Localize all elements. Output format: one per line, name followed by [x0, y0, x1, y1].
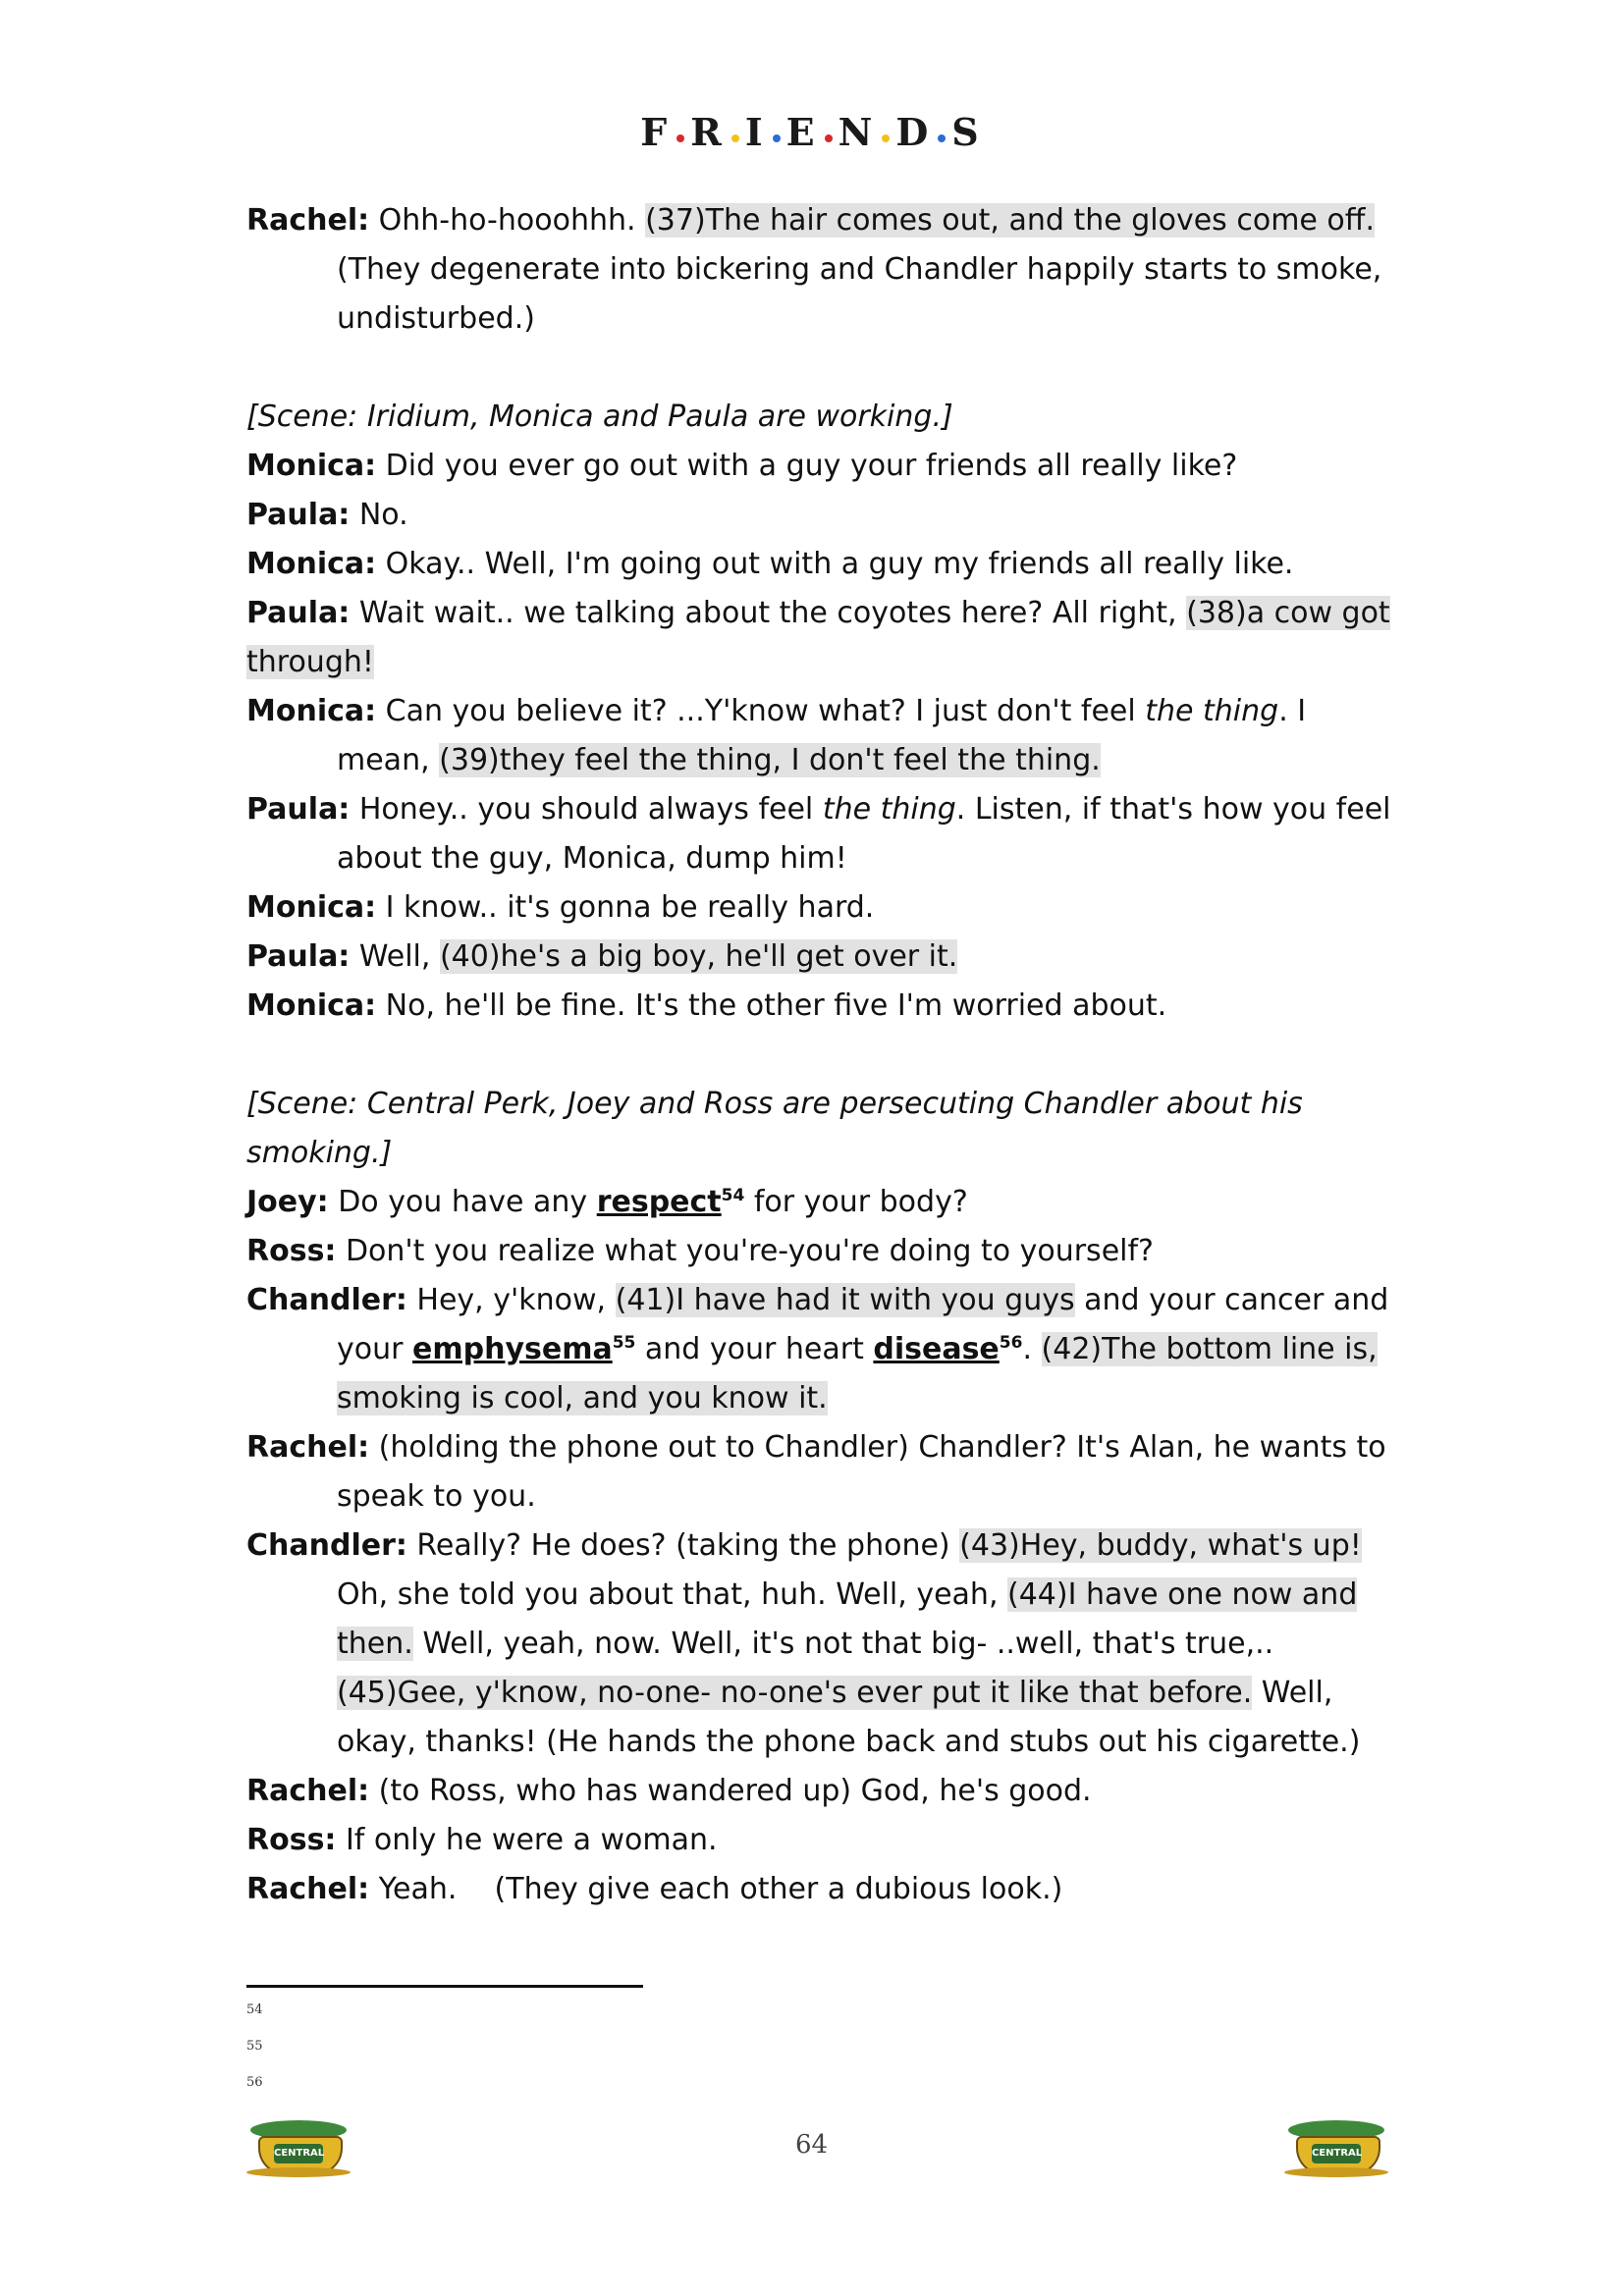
vocabulary-word[interactable]: emphysema [412, 1332, 613, 1366]
speaker-name: Monica: [246, 988, 377, 1023]
dialogue-text: (to Ross, who has wandered up) God, he's good. [369, 1774, 1092, 1808]
logo-letter: N [838, 110, 877, 154]
dialogue-text: If only he were a woman. [336, 1823, 718, 1857]
dialogue-text: and your cancer and your [337, 1283, 1389, 1366]
logo-label: CENTRAL [274, 2144, 323, 2163]
logo-letter: S [951, 110, 983, 154]
dialogue-line [246, 1423, 1395, 1522]
dialogue-line [246, 933, 1395, 982]
dialogue-text: . Listen, if that's how you feel about the guy, Monica, dump him! [337, 792, 1391, 876]
highlighted-phrase: (42)The bottom line is, smoking is cool, and you know it. [337, 1332, 1378, 1415]
dialogue-line [246, 196, 1395, 344]
dialogue-line [246, 1522, 1395, 1767]
speaker-name: Rachel: [246, 1774, 370, 1808]
dialogue-line [246, 1276, 1395, 1423]
dialogue-text: Wait wait.. we talking about the coyotes here? All right, [350, 596, 1187, 630]
dialogue-text: Really? He does? (taking the phone) [406, 1528, 960, 1563]
dialogue-line [246, 491, 1395, 540]
speaker-name: Joey: [246, 1185, 329, 1219]
dialogue-text: Well, yeah, now. Well, it's not that big- ..well, that's true,.. [412, 1627, 1274, 1661]
dialogue-text: No. [350, 498, 408, 532]
dialogue-line [246, 687, 1395, 785]
speaker-name: Rachel: [246, 1430, 370, 1465]
dialogue-text: Oh, she told you about that, huh. Well, yeah, [337, 1577, 1008, 1612]
dialogue-text: Don't you realize what you're-you're doing to yourself? [336, 1234, 1154, 1268]
logo-label: CENTRAL [1312, 2144, 1361, 2163]
highlighted-phrase: (41)I have had it with you guys [615, 1283, 1075, 1317]
dialogue-text: and your heart [635, 1332, 874, 1366]
speaker-name: Monica: [246, 694, 377, 728]
logo-letter: I [744, 110, 767, 154]
dialogue-line [246, 883, 1395, 933]
speaker-name: Rachel: [246, 1872, 370, 1906]
logo-dot [825, 134, 833, 142]
dialogue-line [246, 785, 1395, 883]
speaker-name: Monica: [246, 890, 377, 925]
logo-letter: F [640, 110, 672, 154]
central-perk-cup-icon [1284, 2118, 1388, 2179]
page-number: 64 [794, 2130, 829, 2160]
dialogue-text: Yeah. (They give each other a dubious look.) [369, 1872, 1063, 1906]
footnote-number: 55 [246, 2039, 263, 2054]
scene-heading: [Scene: Central Perk, Joey and Ross are persecuting Chandler about his smoking.] [246, 1087, 1303, 1170]
dialogue-text: Well, okay, thanks! (He hands the phone back and stubs out his cigarette.) [337, 1676, 1361, 1759]
dialogue-text: (holding the phone out to Chandler) Chandler? It's Alan, he wants to speak to you. [337, 1430, 1386, 1514]
speaker-name: Paula: [246, 939, 351, 974]
dialogue-line [246, 442, 1395, 491]
dialogue-line [246, 1227, 1395, 1276]
dialogue-text: for your body? [744, 1185, 968, 1219]
logo-letter: E [785, 110, 819, 154]
footnote-number: 54 [246, 2002, 263, 2017]
highlighted-phrase: (37)The hair comes out, and the gloves come off. [645, 203, 1375, 238]
dialogue-line [246, 1865, 1395, 1914]
dialogue-text: Okay.. Well, I'm going out with a guy my friends all really like. [376, 547, 1294, 581]
highlighted-phrase: (44)I have one now and then. [337, 1577, 1358, 1661]
dialogue-text: I know.. it's gonna be really hard. [376, 890, 875, 925]
highlighted-phrase: (45)Gee, y'know, no-one- no-one's ever put it like that before. [337, 1676, 1253, 1710]
dialogue-line [246, 1178, 1395, 1227]
highlighted-phrase: (38)a cow got through! [246, 596, 1390, 679]
dialogue-text: . [1022, 1332, 1042, 1366]
logo-dot [938, 134, 946, 142]
dialogue-text: Ohh-ho-hooohhh. [369, 203, 646, 238]
dialogue-text: Well, [350, 939, 440, 974]
speaker-name: Monica: [246, 449, 377, 483]
logo-dot [676, 134, 684, 142]
footnote-ref[interactable]: 55 [612, 1333, 636, 1353]
dialogue-text: Do you have any [328, 1185, 597, 1219]
dialogue-line [246, 540, 1395, 589]
dialogue-text: Honey.. you should always feel [350, 792, 823, 827]
vocabulary-word[interactable]: respect [596, 1185, 722, 1219]
emphasis-text: the thing [822, 792, 956, 827]
logo-letter: R [690, 110, 726, 154]
dialogue-text: Hey, y'know, [406, 1283, 616, 1317]
logo-dot [882, 134, 890, 142]
logo-dot [731, 134, 739, 142]
dialogue-text: . I mean, [337, 694, 1307, 777]
footnote-number: 56 [246, 2075, 263, 2090]
vocabulary-word[interactable]: disease [873, 1332, 1000, 1366]
highlighted-phrase: (40)he's a big boy, he'll get over it. [439, 939, 958, 974]
speaker-name: Rachel: [246, 203, 370, 238]
speaker-name: Monica: [246, 547, 377, 581]
dialogue-line [246, 1816, 1395, 1865]
highlighted-phrase: (43)Hey, buddy, what's up! [959, 1528, 1362, 1563]
dialogue-line [246, 982, 1395, 1031]
dialogue-text: No, he'll be fine. It's the other five I'm worried about. [376, 988, 1167, 1023]
dialogue-text: Can you believe it? ...Y'know what? I just don't feel [376, 694, 1146, 728]
dialogue-line [246, 1767, 1395, 1816]
script-body [246, 196, 1395, 1914]
speaker-name: Paula: [246, 498, 351, 532]
dialogue-text: (They degenerate into bickering and Chandler happily starts to smoke, undisturbed.) [337, 252, 1382, 336]
speaker-name: Chandler: [246, 1528, 407, 1563]
speaker-name: Ross: [246, 1823, 337, 1857]
footnote-separator [246, 1985, 643, 1988]
friends-logo [0, 110, 1623, 154]
logo-letter: D [895, 110, 933, 154]
footnote-ref[interactable]: 54 [721, 1186, 745, 1205]
dialogue-text: Did you ever go out with a guy your friends all really like? [376, 449, 1238, 483]
footnote-ref[interactable]: 56 [999, 1333, 1023, 1353]
speaker-name: Ross: [246, 1234, 337, 1268]
scene-heading: [Scene: Iridium, Monica and Paula are working.] [246, 400, 953, 434]
emphasis-text: the thing [1145, 694, 1279, 728]
speaker-name: Chandler: [246, 1283, 407, 1317]
highlighted-phrase: (39)they feel the thing, I don't feel the thing. [439, 743, 1101, 777]
speaker-name: Paula: [246, 596, 351, 630]
speaker-name: Paula: [246, 792, 351, 827]
logo-dot [773, 134, 781, 142]
dialogue-line [246, 589, 1395, 687]
